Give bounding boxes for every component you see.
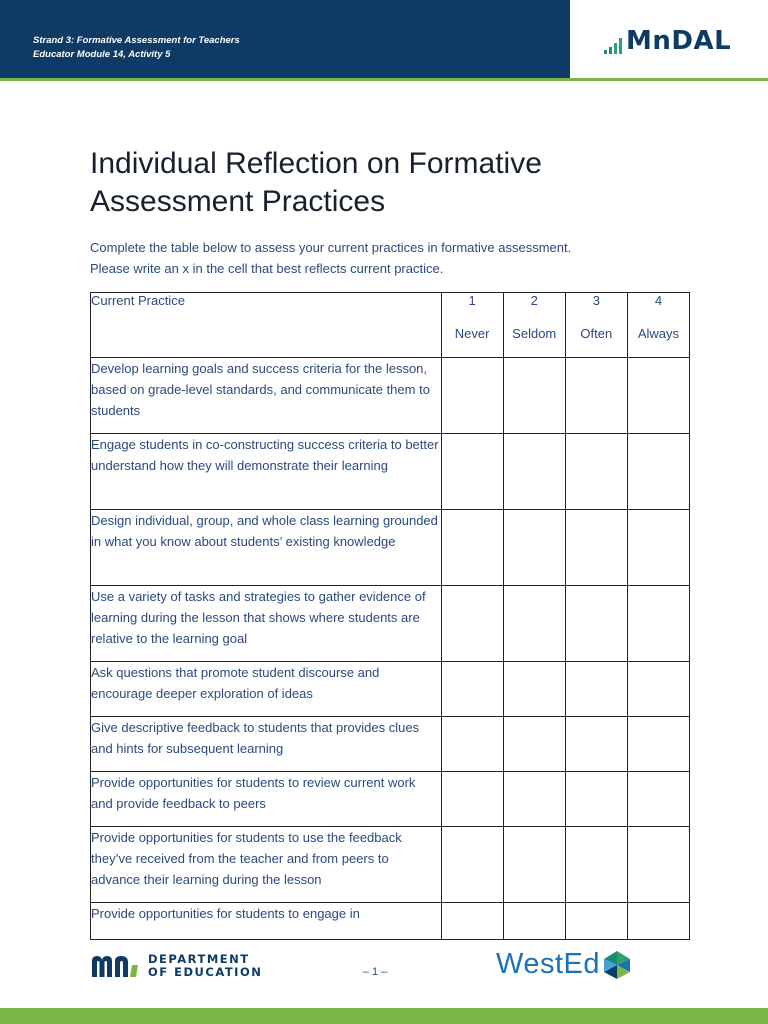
rating-cell-often[interactable] <box>565 358 627 434</box>
header-accent-strip <box>0 78 768 81</box>
rating-cell-seldom[interactable] <box>503 358 565 434</box>
table-row <box>91 586 690 662</box>
header-module-line: Educator Module 14, Activity 5 <box>33 49 171 60</box>
practice-text: Provide opportunities for students to use the feedback they’ve received from the teacher and from peers to advance their learning during the lesson <box>91 827 442 903</box>
header-strand-line: Strand 3: Formative Assessment for Teachers <box>33 35 240 46</box>
rating-cell-often[interactable] <box>565 662 627 717</box>
rating-cell-seldom[interactable] <box>503 510 565 586</box>
table-row <box>91 903 690 940</box>
rating-cell-always[interactable] <box>627 434 689 510</box>
table-row <box>91 434 690 510</box>
rating-cell-seldom[interactable] <box>503 662 565 717</box>
scale-label: Seldom <box>512 326 557 341</box>
table-row <box>91 358 690 434</box>
scale-label: Always <box>637 326 680 341</box>
practice-text: Design individual, group, and whole class learning grounded in what you know about students’ existing knowledge <box>91 510 442 586</box>
page-title <box>90 145 690 221</box>
header-bar <box>0 0 570 78</box>
header-scale-always <box>627 293 689 358</box>
mn-logo-icon <box>90 953 140 979</box>
practice-text: Develop learning goals and success criteria for the lesson, based on grade-level standards, and communicate them to students <box>91 358 442 434</box>
rating-cell-seldom[interactable] <box>503 903 565 940</box>
rating-cell-seldom[interactable] <box>503 434 565 510</box>
rating-cell-never[interactable] <box>441 586 503 662</box>
footer-accent-strip <box>0 1008 768 1024</box>
rating-cell-seldom[interactable] <box>503 586 565 662</box>
title-line-2: Assessment Practices <box>90 185 386 218</box>
table-header-row <box>91 293 690 358</box>
table-row <box>91 717 690 772</box>
scale-number: 2 <box>530 293 538 308</box>
rating-cell-always[interactable] <box>627 662 689 717</box>
rating-cell-never[interactable] <box>441 717 503 772</box>
instructions <box>90 237 690 279</box>
rating-cell-often[interactable] <box>565 510 627 586</box>
rating-cell-never[interactable] <box>441 827 503 903</box>
table-row <box>91 510 690 586</box>
scale-number: 1 <box>468 293 476 308</box>
rating-cell-always[interactable] <box>627 827 689 903</box>
rating-cell-always[interactable] <box>627 586 689 662</box>
header-scale-never <box>441 293 503 358</box>
rating-cell-never[interactable] <box>441 662 503 717</box>
title-line-1: Individual Reflection on Formative <box>90 147 542 180</box>
rating-cell-always[interactable] <box>627 510 689 586</box>
instructions-line-1: Complete the table below to assess your current practices in formative assessment. <box>90 240 572 255</box>
rating-cell-often[interactable] <box>565 586 627 662</box>
wested-logo-text: WestEd <box>496 948 601 980</box>
practice-text: Engage students in co-constructing success criteria to better understand how they will demonstrate their learning <box>91 434 442 510</box>
mndal-logo <box>604 28 731 54</box>
rating-cell-never[interactable] <box>441 434 503 510</box>
rating-cell-never[interactable] <box>441 903 503 940</box>
scale-label: Often <box>580 326 613 341</box>
practice-text: Use a variety of tasks and strategies to gather evidence of learning during the lesson that shows where students are relative to the learning goal <box>91 586 442 662</box>
practice-text: Provide opportunities for students to review current work and provide feedback to peers <box>91 772 442 827</box>
dept-line-2: OF EDUCATION <box>148 965 263 979</box>
rating-cell-always[interactable] <box>627 717 689 772</box>
rating-cell-never[interactable] <box>441 358 503 434</box>
department-of-education-text <box>148 953 262 979</box>
wested-logo <box>496 948 632 981</box>
rating-cell-seldom[interactable] <box>503 772 565 827</box>
instructions-line-2: Please write an x in the cell that best reflects current practice. <box>90 261 444 276</box>
practice-text: Provide opportunities for students to engage in <box>91 903 442 940</box>
practice-text: Give descriptive feedback to students that provides clues and hints for subsequent learning <box>91 717 442 772</box>
mndal-logo-text: MnDAL <box>626 26 732 56</box>
rating-cell-always[interactable] <box>627 903 689 940</box>
practice-text: Ask questions that promote student discourse and encourage deeper exploration of ideas <box>91 662 442 717</box>
rating-cell-never[interactable] <box>441 510 503 586</box>
table-row <box>91 772 690 827</box>
rating-cell-always[interactable] <box>627 772 689 827</box>
header-current-practice: Current Practice <box>91 293 442 358</box>
page-number: – 1 – <box>362 966 388 978</box>
rating-cell-never[interactable] <box>441 772 503 827</box>
rating-cell-often[interactable] <box>565 434 627 510</box>
scale-number: 4 <box>654 293 663 308</box>
bar-chart-icon <box>604 36 622 54</box>
rating-cell-seldom[interactable] <box>503 827 565 903</box>
rating-cell-often[interactable] <box>565 827 627 903</box>
reflection-table <box>90 292 690 940</box>
header-scale-often <box>565 293 627 358</box>
dept-line-1: DEPARTMENT <box>148 952 250 966</box>
table-row <box>91 827 690 903</box>
wested-globe-icon <box>602 950 632 980</box>
rating-cell-always[interactable] <box>627 358 689 434</box>
table-row <box>91 662 690 717</box>
rating-cell-seldom[interactable] <box>503 717 565 772</box>
rating-cell-often[interactable] <box>565 717 627 772</box>
header-scale-seldom <box>503 293 565 358</box>
mn-department-logo <box>90 953 262 979</box>
scale-label: Never <box>454 326 490 341</box>
header-text <box>33 34 240 62</box>
rating-cell-often[interactable] <box>565 903 627 940</box>
scale-number: 3 <box>592 293 600 308</box>
rating-cell-often[interactable] <box>565 772 627 827</box>
